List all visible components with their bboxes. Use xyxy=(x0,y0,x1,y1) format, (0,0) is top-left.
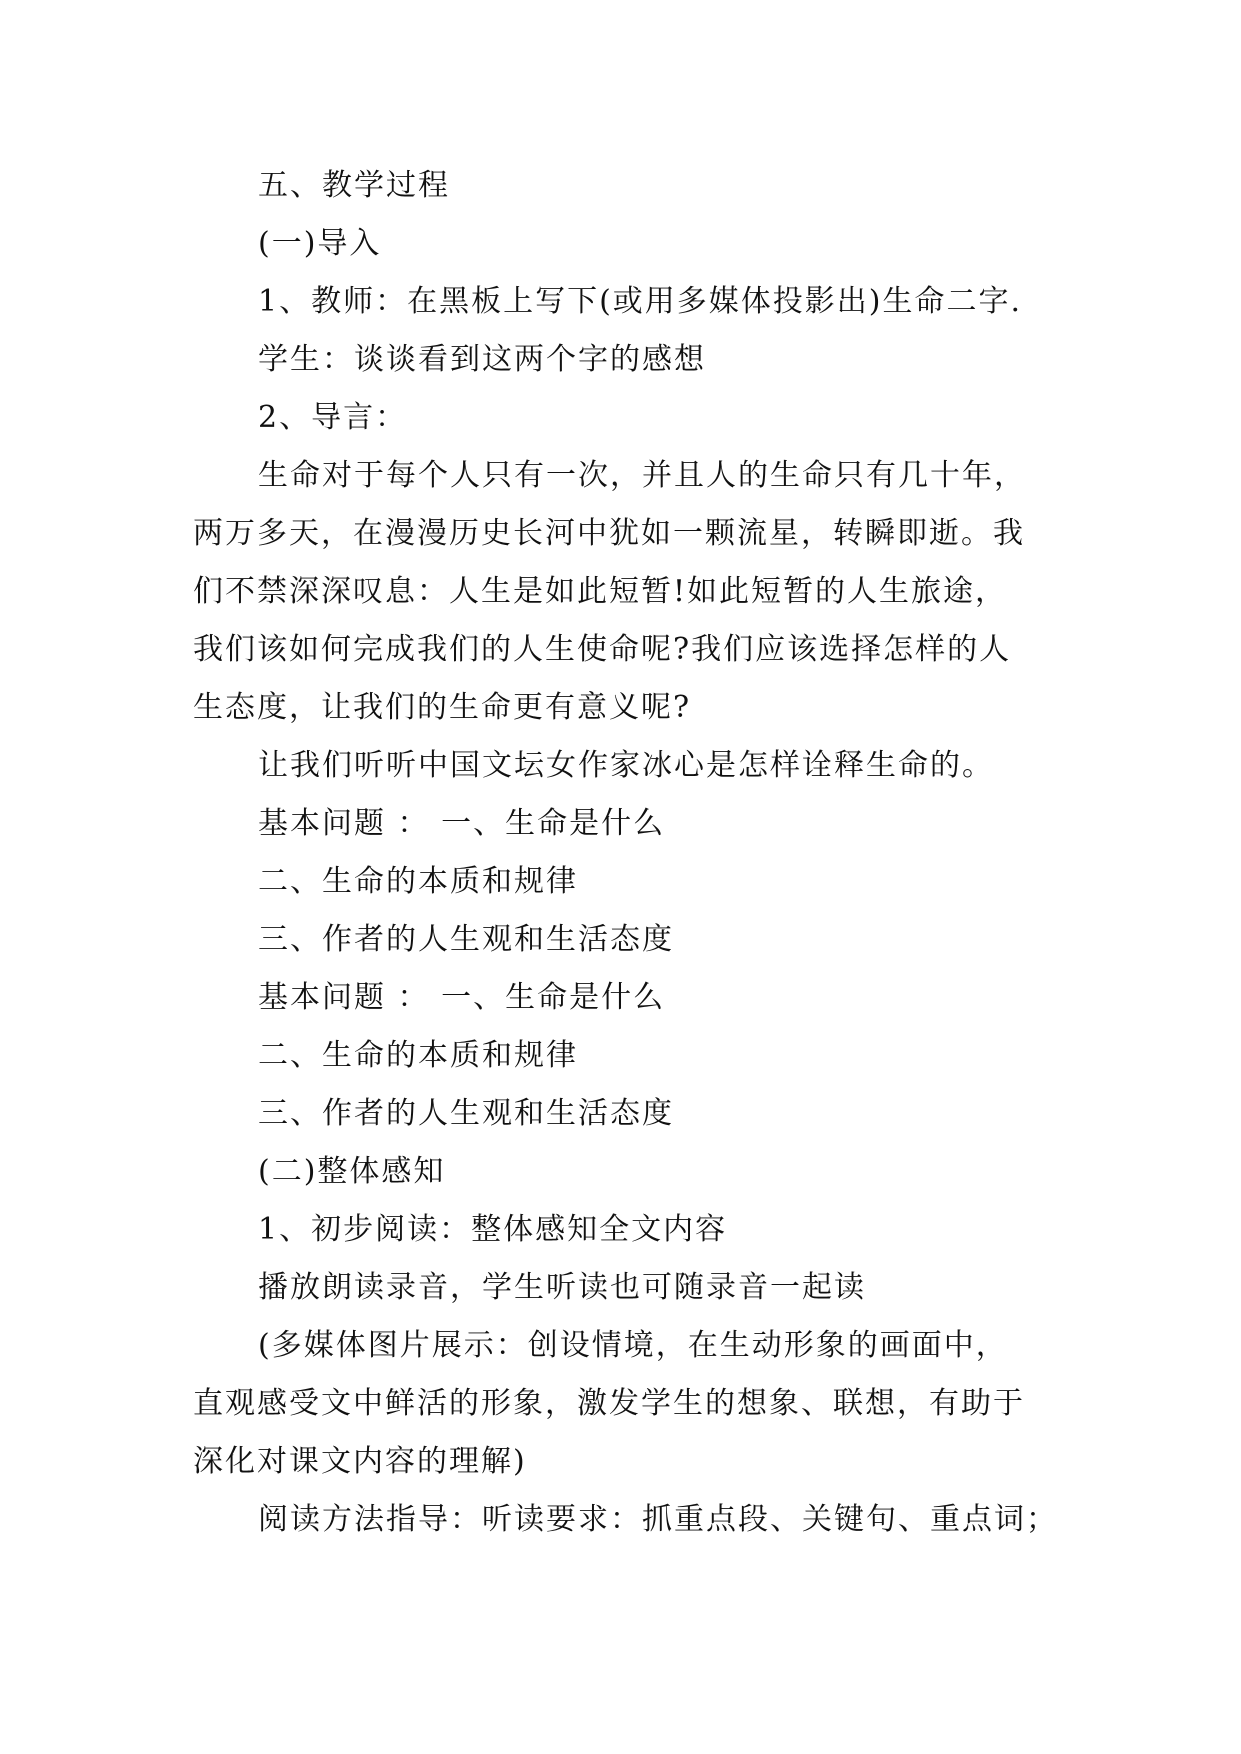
text-line: 三、作者的人生观和生活态度 xyxy=(258,1096,674,1131)
text-line: 们不禁深深叹息：人生是如此短暂!如此短暂的人生旅途， xyxy=(193,574,1008,609)
subsection-heading: (二)整体感知 xyxy=(258,1154,446,1189)
text-line: 播放朗读录音，学生听读也可随录音一起读 xyxy=(258,1270,866,1305)
text-line: 两万多天，在漫漫历史长河中犹如一颗流星，转瞬即逝。我 xyxy=(193,516,1025,551)
text-line: 学生：谈谈看到这两个字的感想 xyxy=(258,342,706,377)
text-line: 我们该如何完成我们的人生使命呢?我们应该选择怎样的人 xyxy=(193,632,1012,667)
text-line: 生态度，让我们的生命更有意义呢? xyxy=(193,690,692,725)
text-line: 生命对于每个人只有一次，并且人的生命只有几十年， xyxy=(258,458,1026,493)
text-line: 2、导言： xyxy=(258,400,408,435)
section-heading: 五、教学过程 xyxy=(258,168,450,203)
text-line: 让我们听听中国文坛女作家冰心是怎样诠释生命的。 xyxy=(258,748,994,783)
text-line: 三、作者的人生观和生活态度 xyxy=(258,922,674,957)
text-line: 深化对课文内容的理解) xyxy=(193,1444,527,1479)
text-line: 阅读方法指导：听读要求：抓重点段、关键句、重点词； xyxy=(258,1502,1058,1537)
text-line: 直观感受文中鲜活的形象，激发学生的想象、联想，有助于 xyxy=(193,1386,1025,1421)
text-line: 二、生命的本质和规律 xyxy=(258,864,578,899)
text-line: 1、初步阅读：整体感知全文内容 xyxy=(258,1212,728,1247)
text-line: 基本问题 ： 一、生命是什么 xyxy=(258,806,666,841)
text-line: 二、生命的本质和规律 xyxy=(258,1038,578,1073)
text-line: 1、教师：在黑板上写下(或用多媒体投影出)生命二字. xyxy=(258,284,1023,319)
text-line: 基本问题 ： 一、生命是什么 xyxy=(258,980,666,1015)
text-line: (多媒体图片展示：创设情境，在生动形象的画面中， xyxy=(258,1328,1008,1363)
subsection-heading: (一)导入 xyxy=(258,226,382,261)
